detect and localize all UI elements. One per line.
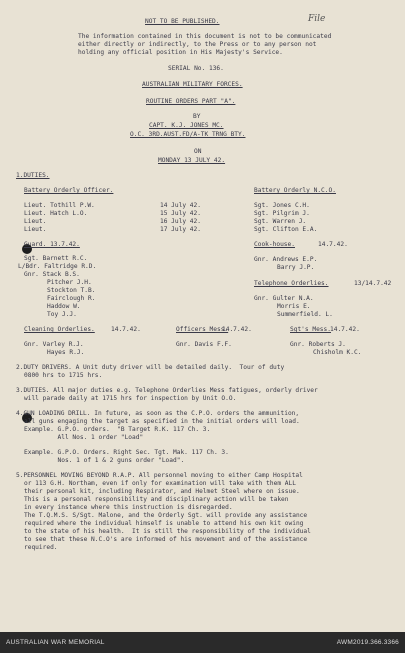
footer-accession-number: AWM2019.366.3366: [336, 639, 399, 646]
para5-line: or 113 G.H. Northam, even if only for examination will take with them ALL: [24, 480, 296, 487]
notice-line-2: either directly or indirectly, to the Press or to any person not: [78, 41, 317, 48]
bo-officer-date: 14 July 42.: [160, 202, 201, 209]
telephone-line: Morris E.: [277, 303, 311, 310]
para4-line: All Nos. 1 order "Load": [24, 434, 144, 441]
unit-name: O.C. 3RD.AUST.FD/A-TK TRNG BTY.: [130, 131, 246, 138]
sgts-mess-line: Chisholm K.C.: [313, 349, 362, 356]
officers-mess-heading: Officers Mess.: [176, 326, 229, 333]
telephone-line: Summerfield. L.: [277, 311, 333, 318]
cookhouse-heading: Cook-house.: [254, 241, 295, 248]
bo-officer-line: Lieut. Hatch L.O.: [24, 210, 88, 217]
bo-nco-line: Sgt. Pilgrim J.: [254, 210, 310, 217]
para4-line: all guns engaging the target as specified in the initial orders will load.: [24, 418, 300, 425]
para5-line: The T.Q.M.S. S/Sgt. Malone, and the Orderly Sgt. will provide any assistance: [24, 512, 308, 519]
cleaning-date: 14.7.42.: [111, 326, 141, 333]
para2-line: 0800 hrs to 1715 hrs.: [24, 372, 103, 379]
cookhouse-line: Gnr. Andrews E.P.: [254, 256, 318, 263]
telephone-line: Gnr. Gulter N.A.: [254, 295, 314, 302]
bo-officer-date: 15 July 42.: [160, 210, 201, 217]
guard-line: L/Bdr. Faltridge R.D.: [18, 263, 97, 270]
officers-mess-date: 14.7.42.: [222, 326, 252, 333]
handwritten-file-note: File: [308, 14, 326, 24]
para4b-line: Example. G.P.O. Orders. Right Sec. Tgt. Mak. 117 Ch. 3.: [24, 449, 229, 456]
guard-line: Haddow W.: [47, 303, 81, 310]
bo-nco-heading: Battery Orderly N.C.O.: [254, 187, 336, 194]
orders-title: ROUTINE ORDERS PART "A".: [146, 98, 236, 105]
telephone-date: 13/14.7.42: [354, 280, 392, 287]
on-label: ON: [194, 148, 202, 155]
guard-line: Pitcher J.H.: [47, 279, 92, 286]
guard-line: Gnr. Stack B.S.: [24, 271, 80, 278]
guard-line: Toy J.J.: [47, 311, 77, 318]
bo-officer-line: Lieut.: [24, 226, 47, 233]
secret-heading: NOT TO BE PUBLISHED.: [145, 18, 220, 25]
para2-line: 2.DUTY DRIVERS. A Unit duty driver will be detailed daily. Tour of duty: [16, 364, 285, 371]
order-date: MONDAY 13 JULY 42.: [158, 157, 226, 164]
commanding-officer: CAPT. K.J. JONES MC.: [149, 122, 224, 129]
cleaning-line: Hayes R.J.: [47, 349, 85, 356]
para5-line: to the state of his health. It is still the responsibility of the individual: [24, 528, 311, 535]
para5-line: to see that these N.C.O's are informed of his movement and of the assistance: [24, 536, 308, 543]
para4-line: Example. G.P.O. orders. "B Target R.K. 117 Ch. 3.: [24, 426, 211, 433]
force-title: AUSTRALIAN MILITARY FORCES.: [142, 81, 243, 88]
bo-nco-line: Sgt. Jones C.H.: [254, 202, 310, 209]
telephone-heading: Telephone Orderlies.: [254, 280, 329, 287]
bo-officer-heading: Battery Orderly Officer.: [24, 187, 114, 194]
sgts-mess-heading: Sgt's Mess.: [290, 326, 331, 333]
officers-mess-line: Gnr. Davis F.F.: [176, 341, 232, 348]
notice-line-1: The information contained in this document is not to be communicated: [78, 33, 332, 40]
para5-line: required.: [24, 544, 58, 551]
cleaning-heading: Cleaning Orderlies.: [24, 326, 95, 333]
bo-nco-line: Sgt. Warren J.: [254, 218, 307, 225]
bo-officer-line: Lieut.: [24, 218, 47, 225]
archive-footer: [0, 632, 405, 653]
guard-heading: Guard. 13.7.42.: [24, 241, 80, 248]
bo-officer-date: 17 July 42.: [160, 226, 201, 233]
bo-nco-line: Sgt. Clifton E.A.: [254, 226, 318, 233]
guard-line: Sgt. Barnett R.C.: [24, 255, 88, 262]
para5-line: in every instance where this instruction is disregarded.: [24, 504, 233, 511]
duties-heading: 1.DUTIES.: [16, 172, 50, 179]
para5-line: 5.PERSONNEL MOVING BEYOND R.A.P. All personnel moving to either Camp Hospital: [16, 472, 303, 479]
guard-line: Stockton T.B.: [47, 287, 96, 294]
cookhouse-date: 14.7.42.: [318, 241, 348, 248]
para3-line: 3.DUTIES. All major duties e.g. Telephone Orderlies Mess fatigues, orderly driver: [16, 387, 318, 394]
para5-line: required where the individual himself is unable to attend his own kit owing: [24, 520, 304, 527]
sgts-mess-date: 14.7.42.: [330, 326, 360, 333]
bo-officer-line: Lieut. Tothill P.W.: [24, 202, 95, 209]
sgts-mess-line: Gnr. Roberts J.: [290, 341, 346, 348]
guard-line: Fairclough R.: [47, 295, 96, 302]
para4-line: 4.GUN LOADING DRILL. In future, as soon as the C.P.O. orders the ammunition,: [16, 410, 300, 417]
cleaning-line: Gnr. Varley R.J.: [24, 341, 84, 348]
para5-line: their personal kit, including Respirator, and Helmet Steel where on issue.: [24, 488, 300, 495]
cookhouse-line: Barry J.P.: [277, 264, 315, 271]
para5-line: This is a personal responsibility and disciplinary action will be taken: [24, 496, 289, 503]
notice-line-3: holding any official position in His Majesty's Service.: [78, 49, 283, 56]
bo-officer-date: 16 July 42.: [160, 218, 201, 225]
para3-line: will parade daily at 1715 hrs for inspection by Unit O.O.: [24, 395, 237, 402]
para4b-line: Nos. 1 of 1 & 2 guns order "Load".: [24, 457, 185, 464]
by-label: BY: [193, 113, 201, 120]
footer-institution: AUSTRALIAN WAR MEMORIAL: [6, 639, 105, 646]
serial-number: SERIAL No. 136.: [168, 65, 224, 72]
